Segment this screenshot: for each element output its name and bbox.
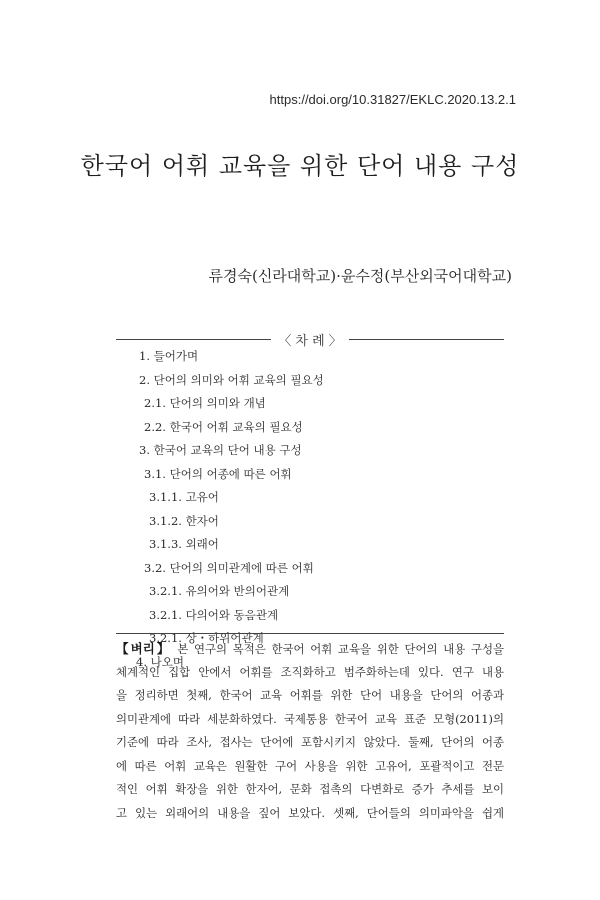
- toc-header-label: 〈 차 례 〉: [278, 333, 342, 349]
- toc-item: 2. 단어의 의미와 어휘 교육의 필요성: [139, 372, 324, 387]
- paper-title: 한국어 어휘 교육을 위한 단어 내용 구성: [80, 152, 520, 180]
- toc-item: 3.1.1. 고유어: [149, 490, 219, 504]
- toc-item: 3.1.2. 한자어: [149, 513, 219, 528]
- toc-item: 3. 한국어 교육의 단어 내용 구성: [139, 443, 302, 457]
- doi-link[interactable]: https://doi.org/10.31827/EKLC.2020.13.2.1: [269, 92, 516, 107]
- toc-item: 1. 들어가며: [139, 349, 199, 363]
- toc-item: 3.2. 단어의 의미관계에 따른 어휘: [144, 560, 314, 575]
- toc-item: 3.1. 단어의 어종에 따른 어휘: [144, 466, 292, 481]
- toc-item: 2.1. 단어의 의미와 개념: [144, 396, 266, 410]
- abstract-line: 기준에 따라 조사, 접사는 단어에 포함시키지 않았다. 둘째, 단어의 어종: [116, 735, 504, 749]
- toc-item: 3.1.3. 외래어: [149, 537, 219, 551]
- abstract-line: 에 따른 어휘 교육은 원활한 구어 사용을 위한 고유어, 포괄적이고 전문: [116, 758, 504, 773]
- abstract-line: 을 정리하면 첫째, 한국어 교육 어휘를 위한 단어 내용을 단어의 어종과: [116, 688, 504, 702]
- abstract-first-line-text: 본 연구의 목적은 한국어 어휘 교육을 위한 단어의 내용 구성을: [177, 642, 504, 656]
- abstract-line: 체계적인 집합 안에서 어휘를 조직화하고 범주화하는데 있다. 연구 내용: [116, 664, 504, 679]
- abstract-line: 의미관계에 따라 세분화하였다. 국제통용 한국어 교육 표준 모형(2011)의: [116, 711, 504, 726]
- authors-line: 류경숙(신라대학교)·윤수정(부산외국어대학교): [208, 267, 512, 285]
- abstract-line: [116, 637, 504, 661]
- abstract-divider: [116, 633, 504, 634]
- toc-item: 3.2.1. 상・하위어관계: [149, 631, 264, 645]
- toc-header-rule-left: [116, 339, 271, 340]
- abstract-line: 고 있는 외래어의 내용을 짚어 보았다. 셋째, 단어들의 의미파악을 쉽게: [116, 805, 504, 820]
- abstract-tag: 【벼리】: [116, 641, 172, 656]
- toc-item: 4. 나오며: [136, 654, 184, 669]
- abstract-line: 적인 어휘 확장을 위한 한자어, 문화 접촉의 다변화로 증가 추세를 보이: [116, 782, 504, 796]
- abstract-block: [116, 637, 504, 825]
- toc-item: 3.2.1. 유의어와 반의어관계: [149, 584, 290, 598]
- toc-item: 3.2.1. 다의어와 동음관계: [149, 607, 279, 622]
- toc-item: 2.2. 한국어 어휘 교육의 필요성: [144, 419, 303, 434]
- toc-header-rule-right: [349, 339, 504, 340]
- table-of-contents: [130, 345, 324, 674]
